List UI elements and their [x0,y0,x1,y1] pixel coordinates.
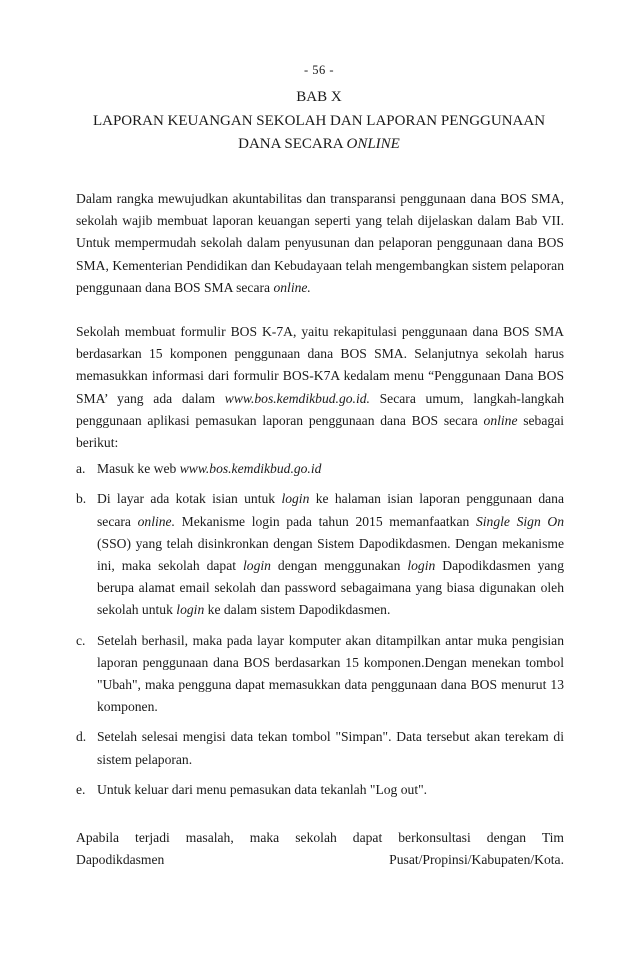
document-body [76,188,564,871]
chapter-heading [40,86,598,157]
list-item: d. Setelah selesai mengisi data tekan tombol "Simpan". Data tersebut akan terekam di sistem pelaporan. [76,729,564,767]
link-text: www.bos.kemdikbud.go.id [179,461,322,477]
list-item: e. Untuk keluar dari menu pemasukan data tekanlah "Log out". [76,781,428,797]
paragraph-procedure: Sekolah membuat formulir BOS K-7A, yaitu rekapitulasi penggunaan dana BOS SMA berdasarkan 15 komponen penggunaan dana BOS SMA. Selanjutnya sekolah harus memasukkan informasi dari formulir BOS-K7A kedalam menu “Penggunaan Dana BOS SMA’ yang ada dalam www.bos.kemdikbud.go.id. Secara umum, langkah-langkah penggunaan aplikasi pemasukan laporan penggunaan dana BOS secara online sebagai berikut: [76,324,564,451]
paragraph-closing: Apabila terjadi masalah, maka sekolah dapat berkonsultasi dengan Tim Dapodikdasmen Pusat/Propinsi/Kabupaten/Kota. [76,830,564,868]
list-item: a. Masuk ke web www.bos.kemdikbud.go.id [76,461,322,477]
page-number: - 56 - [303,63,335,77]
list-item: c. Setelah berhasil, maka pada layar komputer akan ditampilkan antar muka pengisian laporan penggunaan dana BOS berdasarkan 15 komponen.Dengan menekan tombol "Ubah", maka pengguna dapat memasukkan data penggunaan dana BOS menurut 13 komponen. [76,632,564,715]
chapter-title-line2: DANA SECARA ONLINE [238,136,400,152]
chapter-title-line1: LAPORAN KEUANGAN SEKOLAH DAN LAPORAN PENGGUNAAN [92,112,546,129]
list-item: b. Di layar ada kotak isian untuk login ke halaman isian laporan penggunaan dana secara online. Mekanisme login pada tahun 2015 memanfaatkan Single Sign On (SSO) yang telah disinkronkan dengan Sistem Dapodikdasmen. Dengan mekanisme ini, maka sekolah dapat login dengan menggunakan login Dapodikdasmen yang berupa alamat email sekolah dan password sebagaimana yang biasa digunakan oleh sekolah untuk login ke dalam sistem Dapodikdasmen. [76,491,565,618]
chapter-number: BAB X [296,89,342,105]
paragraph-intro: Dalam rangka mewujudkan akuntabilitas dan transparansi penggunaan dana BOS SMA, sekolah wajib membuat laporan keuangan seperti yang telah dijelaskan dalam Bab VII. Untuk mempermudah sekolah dalam penyusunan dan pelaporan penggunaan dana BOS SMA, Kementerian Pendidikan dan Kebudayaan telah mengembangkan sistem pelaporan penggunaan dana BOS SMA secara online. [76,191,564,295]
